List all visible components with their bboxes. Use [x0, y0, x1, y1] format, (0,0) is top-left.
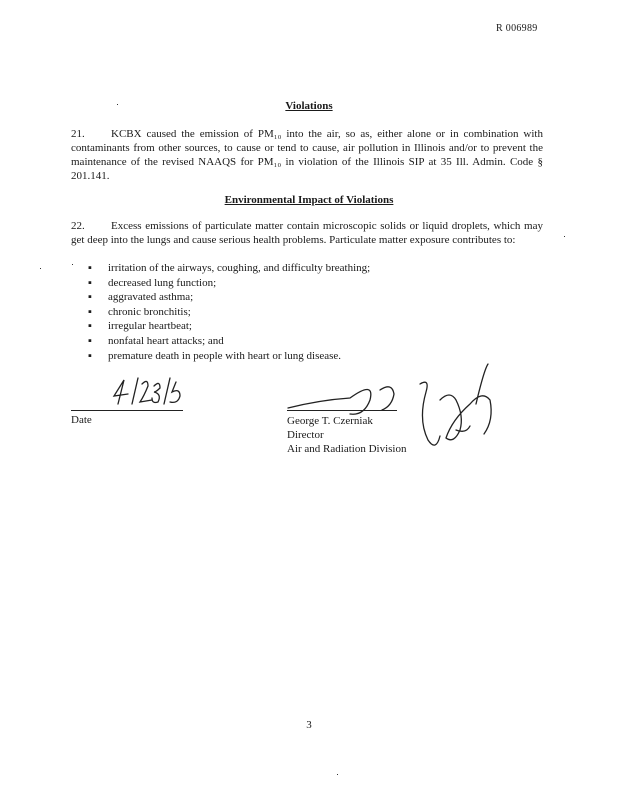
scan-speck	[564, 236, 565, 237]
scan-speck	[117, 104, 118, 105]
date-signature-line	[71, 410, 183, 411]
bullet-icon: ▪	[88, 320, 92, 333]
scan-speck	[72, 264, 73, 265]
list-item: ▪ chronic bronchitis;	[88, 305, 191, 318]
bullet-icon: ▪	[88, 349, 92, 362]
list-item: ▪ nonfatal heart attacks; and	[88, 334, 224, 347]
bullet-icon: ▪	[88, 291, 92, 304]
director-signature-line	[287, 410, 397, 411]
bullet-icon: ▪	[88, 334, 92, 347]
signer-title: Director	[287, 429, 324, 441]
environmental-impact-heading: Environmental Impact of Violations	[224, 194, 394, 206]
paragraph-21	[71, 127, 543, 183]
page-number: 3	[306, 719, 312, 731]
signer-division: Air and Radiation Division	[287, 443, 407, 455]
list-item: ▪ irregular heartbeat;	[88, 320, 192, 333]
violations-heading: Violations	[285, 100, 333, 112]
paragraph-22	[71, 219, 543, 247]
scan-speck	[40, 268, 41, 269]
list-item: ▪ decreased lung function;	[88, 276, 217, 289]
document-number: R 006989	[496, 23, 538, 34]
list-item: ▪ irritation of the airways, coughing, and difficulty breathing;	[88, 262, 371, 274]
scan-speck	[337, 774, 338, 775]
bullet-icon: ▪	[88, 262, 92, 274]
paragraph-text: KCBX caused the emission of PM₁₀ into the air, so as, either alone or in combination with contaminants from other sources, to cause or tend to cause, air pollution in Illinois and/or to prevent the maintenance of the revised NAAQS for PM₁₀ in violation of the Illinois SIP at 35 Ill. Admin. Code § 201.141.	[71, 128, 543, 182]
date-label: Date	[71, 414, 92, 426]
list-item: ▪ aggravated asthma;	[88, 291, 194, 304]
list-item: ▪ premature death in people with heart or lung disease.	[88, 349, 342, 362]
signer-name: George T. Czerniak	[287, 415, 373, 427]
bullet-icon: ▪	[88, 276, 92, 289]
paragraph-text: Excess emissions of particulate matter contain microscopic solids or liquid droplets, which may get deep into the lungs and cause serious health problems. Particulate matter exposure contributes to:	[71, 220, 543, 246]
health-effects-list	[88, 261, 528, 363]
handwritten-date	[110, 374, 190, 410]
paragraph-number: 21.	[71, 128, 85, 140]
bullet-icon: ▪	[88, 305, 92, 318]
paragraph-number: 22.	[71, 220, 85, 232]
